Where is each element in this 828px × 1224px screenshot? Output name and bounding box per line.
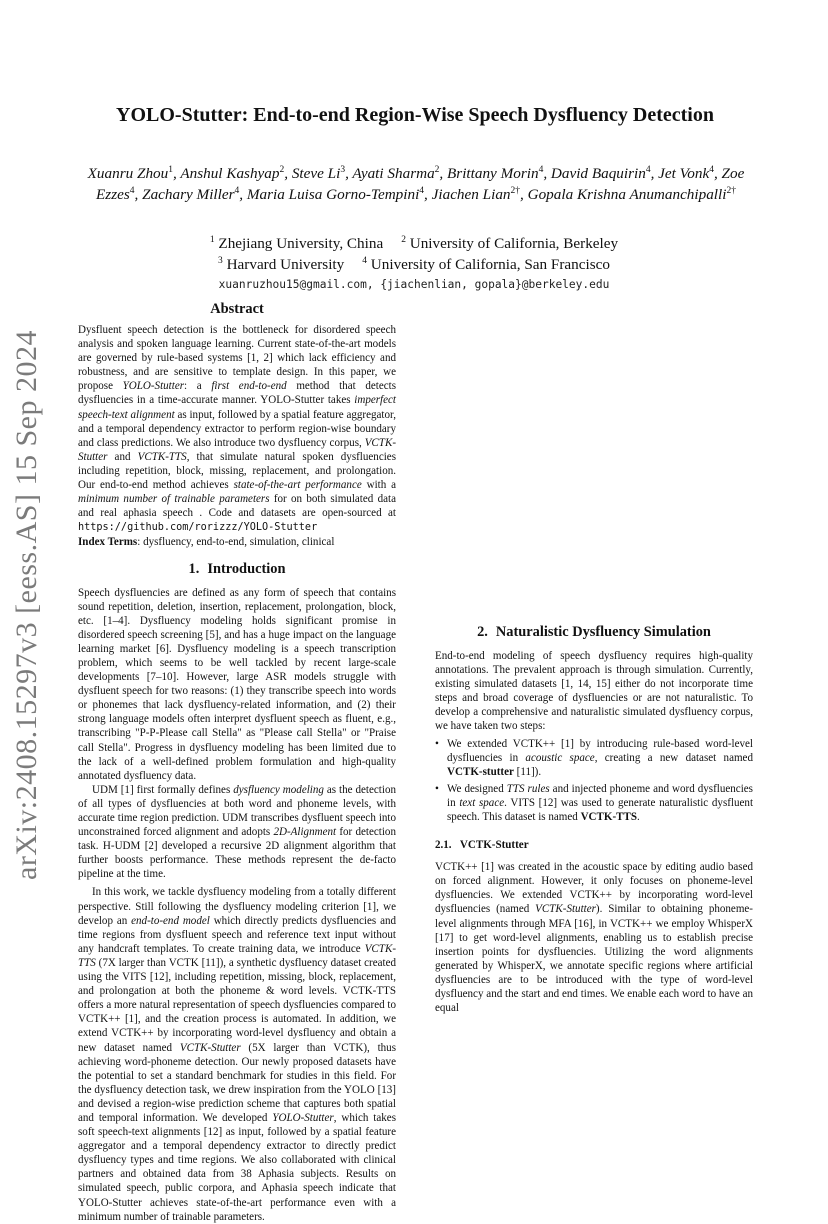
- author: Brittany Morin$^4$: [447, 165, 544, 182]
- intro-paragraph: Speech dysfluencies are defined as any form of speech that contains sound repetition, deletion, insertion, replacement, prolongation, block, etc. [1–4]. Dysfluency modeling holds significant promise in disordered speech screening [5], and has a huge impact on the language learning market [6]. Dysfluency modeling is a speech transcription problem, which seems to be well tackled by recent large-scale developments [7–10]. However, large ASR models struggle with dysfluent speech for two reasons: (1) they transcribe speech into words or phonemes that lack dysfluency-related information, and (2) their strong language models often interpret dysfluent speech as fluent, e.g., transcribing "P-P-Please call Stella" as "Please call Stella" or "Praise call Stella". Progress in dysfluency modeling has been limited due to the lack of a well-defined problem formulation and high-quality annotated dysfluency data.: [78, 586, 396, 782]
- author-emails: xuanruzhou15@gmail.com, {jiachenlian, gopala}@berkeley.edu: [218, 278, 610, 291]
- section-heading-simulation: 2. Naturalistic Dysfluency Simulation: [477, 624, 711, 640]
- author: Jiachen Lian$^{2\dagger}$: [431, 186, 521, 203]
- intro-paragraph: In this work, we tackle dysfluency modeling from a totally different perspective. Still following the dysfluency modeling criterion [1], we develop an end-to-end model which directly predicts dysfluencies and time regions from dysfluent speech and reference text input without any handcraft templates. To create training data, we introduce VCTK-TTS (7X larger than VCTK [11]), a synthetic dysfluency dataset created using the VITS [12], including repetition, missing, block, replacement, and prolongation at both the phoneme & word levels. VCTK-TTS offers a more natural representation of speech dysfluencies compared to VCTK++ [1], and the creation process is automated. In addition, we extend VCTK++ by incorporating word-level dysfluency and obtain a new dataset named VCTK-Stutter (5X larger than VCTK), thus achieving word-phoneme detection. Our newly proposed datasets have the potential to set a standard benchmark for studies in this field. For the dysfluency detection task, we drew inspiration from the YOLO [13] and devised a region-wise prediction scheme that captures both spatial and temporal information. We developed YOLO-Stutter, which takes soft speech-text alignments [12] as input, followed by a spatial feature aggregator and a temporal dependency extractor to directly predict dysfluency types and time regions. We also collaborated with clinical partners and obtained data from 38 Aphasia subjects. Results on simulated speech, public corpora, and Aphasia speech indicate that YOLO-Stutter achieves state-of-the-art performance even with a minimum number of trainable parameters.: [78, 886, 397, 1223]
- subsection-heading-vctk-stutter: 2.1. VCTK-Stutter: [435, 839, 529, 852]
- code-link[interactable]: https://github.com/rorizzz/YOLO-Stutter: [78, 522, 318, 534]
- list-item: • We designed TTS rules and injected phoneme and word dysfluencies in text space. VITS [12] was used to generate naturalistic dysfluent speech. This dataset is named VCTK-TTS.: [435, 782, 753, 824]
- author: Ayati Sharma$^2$: [352, 165, 440, 182]
- left-column: [78, 300, 396, 1224]
- arxiv-identifier[interactable]: arXiv:2408.15297v3 [eess.AS] 15 Sep 2024: [10, 330, 43, 880]
- affiliation: University of California, San Francisco: [370, 256, 610, 273]
- author: Zoe Ezzes$^4$: [96, 165, 745, 203]
- author: Steve Li$^3$: [291, 165, 346, 182]
- abstract-text: Dysfluent speech detection is the bottleneck for disordered speech analysis and spoken language learning. Current state-of-the-art models are governed by rule-based systems [1, 2] which lack efficiency and robustness, and are sensitive to template design. In this paper, we propose YOLO-Stutter: a first end-to-end method that detects dysfluencies in a time-accurate manner. YOLO-Stutter takes imperfect speech-text alignment as input, followed by a spatial feature aggregator, and a temporal dependency extractor to perform region-wise boundary and class predictions. We also introduce two dysfluency corpus, VCTK-Stutter and VCTK-TTS, that simulate natural spoken dysfluencies including repetition, block, missing, replacement, and prolongation. Our end-to-end method achieves state-of-the-art performance with a minimum number of trainable parameters for on both simulated data and real aphasia speech . Code and datasets are open-sourced at https://github.com/rorizzz/YOLO-Stutter: [78, 324, 397, 534]
- right-column-spacer: [435, 300, 753, 615]
- vctk-stutter-paragraph: VCTK++ [1] was created in the acoustic space by editing audio based on forced alignment. However, it only focuses on phoneme-level dysfluencies. We extended VCTK++ by incorporating word-level dysfluencies (named VCTK-Stutter). Similar to obtaining phoneme-level alignments through MFA [16], in VCTK++ we employ WhisperX [17] to get word-level alignments, enabling us to establish precise insertion points for dysfluencies. Utilizing the word alignments generated by WhisperX, we annotate specific regions where artificial dysfluencies are to be introduced with the type of word-level dysfluency and the start and end times. We enable each word to have an equal: [435, 861, 753, 1015]
- author: Xuanru Zhou$^1$: [87, 165, 173, 182]
- author: Gopala Krishna Anumanchipalli$^{2\dagger}$: [527, 186, 736, 203]
- section-heading-introduction: 1. Introduction: [188, 560, 286, 577]
- simulation-steps: [435, 737, 753, 825]
- affiliation: Harvard University: [226, 256, 345, 273]
- affiliation: Zhejiang University, China: [218, 235, 384, 252]
- simulation-paragraph: End-to-end modeling of speech dysfluency requires high-quality annotations. The prevalent approach is through simulation. Currently, existing simulated datasets [1, 14, 15] either do not incorporate time steps and broad coverage of dysfluencies or are not naturalistic. To develop a comprehensive and naturalistic simulated dysfluency corpus, we have taken two steps:: [435, 650, 753, 733]
- affiliation-line-2: $^3$ Harvard University $^4$ University of California, San Francisco: [218, 256, 610, 273]
- author: David Baquirin$^4$: [550, 165, 651, 182]
- intro-paragraph: UDM [1] first formally defines dysfluency modeling as the detection of all types of dysfluencies at both word and phoneme levels, with accurate time region prediction. UDM transcribes dysfluent speech into unconstrained forced alignment and adopts 2D-Alignment for detection task. H-UDM [2] developed a recursive 2D alignment algorithm that further boosts performance. These methods represent the de-facto pipeline at the time.: [78, 783, 396, 881]
- abstract-heading: Abstract: [210, 301, 264, 317]
- author: Maria Luisa Gorno-Tempini$^4$: [246, 186, 425, 203]
- index-terms: Index Terms: dysfluency, end-to-end, simulation, clinical: [78, 536, 335, 549]
- author: Zachary Miller$^4$: [142, 186, 240, 203]
- author: Jet Vonk$^4$: [658, 165, 714, 182]
- affiliation: University of California, Berkeley: [409, 235, 619, 252]
- affiliation-line-1: $^1$ Zhejiang University, China $^2$ University of California, Berkeley: [209, 235, 619, 252]
- list-item: • We extended VCTK++ [1] by introducing rule-based word-level dysfluencies in acoustic space, creating a new dataset named VCTK-stutter [11]).: [435, 737, 753, 779]
- author-list: Xuanru Zhou$^1$, Anshul Kashyap$^2$, Steve Li$^3$, Ayati Sharma$^2$, Brittany Morin$^4$, David Baquirin$^4$, Jet Vonk$^4$, Zoe Ezzes$^4$, Zachary Miller$^4$, Maria Luisa Gorno-Tempini$^4$, Jiachen Lian$^{2\dagger}$, Gopala Krishna Anumanchipalli$^{2\dagger}$: [87, 165, 745, 203]
- paper-title: YOLO-Stutter: End-to-end Region-Wise Speech Dysfluency Detection: [116, 104, 714, 126]
- author: Anshul Kashyap$^2$: [180, 165, 285, 182]
- right-column: [435, 300, 753, 1015]
